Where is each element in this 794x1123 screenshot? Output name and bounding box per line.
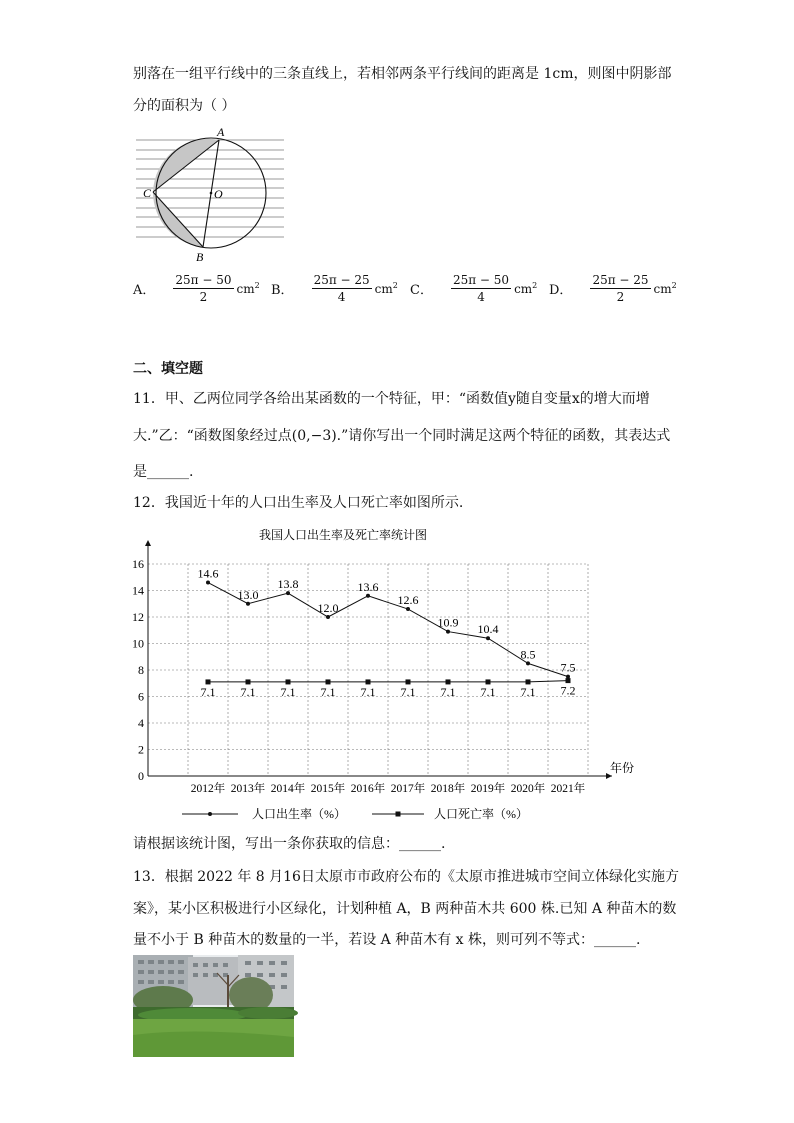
legend-birth-marker [208, 812, 212, 816]
death-rate-point [366, 679, 371, 684]
option-c-unit: $cm^2$ [514, 281, 538, 296]
option-d-fraction [590, 272, 650, 305]
option-a-unit: $cm^2$ [236, 281, 260, 296]
option-b-unit: $cm^2$ [374, 281, 398, 296]
legend-death-marker [396, 812, 401, 817]
option-b-numerator: 25π − 25 [313, 273, 370, 287]
y-tick-label: 2 [138, 742, 144, 757]
y-tick-label: 8 [138, 663, 144, 677]
death-rate-data-label: 7.1 [440, 684, 456, 699]
death-rate-point [486, 679, 491, 684]
birth-rate-point [246, 602, 250, 606]
q12-after-text: 请根据该统计图，写出一条你获取的信息：______. [133, 836, 446, 852]
x-tick-label: 2020年 [510, 783, 546, 795]
q11-text-line1: 11．甲、乙两位同学各给出某函数的一个特征，甲：“函数值y随自变量x的增大而增 [133, 391, 650, 407]
center-dot [210, 192, 213, 195]
q13-text-line3: 量不小于 B 种苗木的数量的一半，若设 A 种苗木有 x 株，则可列不等式：______. [133, 932, 641, 948]
death-rate-data-label: 7.1 [240, 684, 256, 699]
x-tick-label: 2021年 [550, 783, 586, 795]
q13-text-line2: 案》，某小区积极进行小区绿化，计划种植 A，B 两种苗木共 600 株.已知 A 种苗木的数 [133, 901, 677, 917]
death-rate-data-label: 7.2 [560, 683, 576, 698]
option-d-denominator: 2 [616, 290, 625, 304]
death-rate-data-label: 7.1 [520, 684, 536, 699]
option-a-fraction [173, 272, 233, 305]
birth-rate-point [446, 630, 450, 634]
circle-parallel-lines-figure [128, 124, 292, 266]
birth-rate-point [566, 675, 570, 679]
death-rate-data-label: 7.1 [400, 684, 416, 699]
birth-rate-data-label: 12.0 [317, 601, 339, 615]
y-tick-label: 14 [132, 583, 144, 598]
x-tick-label: 2019年 [470, 783, 506, 795]
chart-title: 我国人口出生率及死亡率统计图 [258, 528, 428, 542]
population-rate-line-chart [120, 520, 635, 830]
death-rate-data-label: 7.1 [480, 684, 496, 699]
death-rate-data-label: 7.1 [200, 684, 216, 699]
x-tick-label: 2015年 [310, 783, 346, 795]
y-tick-label: 6 [138, 689, 144, 704]
option-c-denominator: 4 [477, 290, 485, 304]
birth-rate-data-label: 13.0 [237, 587, 259, 602]
q12-text-line1: 12．我国近十年的人口出生率及人口死亡率如图所示. [133, 495, 464, 511]
legend-birth-label: 人口出生率（%） [252, 807, 346, 821]
q13-text-line1: 13．根据 2022 年 8 月16日太原市市政府公布的《太原市推进城市空间立体绿化实施方 [133, 869, 679, 885]
q11-text-line3: 是______. [133, 464, 194, 480]
q10-text-line2: 分的面积为（ ） [133, 98, 236, 114]
birth-rate-data-label: 13.6 [357, 579, 379, 594]
y-tick-label: 16 [132, 557, 144, 571]
birth-rate-data-label: 14.6 [197, 566, 219, 581]
birth-rate-data-label: 10.9 [437, 615, 459, 630]
death-rate-data-label: 7.1 [320, 684, 336, 699]
death-rate-point [326, 679, 331, 684]
x-tick-label: 2014年 [270, 783, 306, 795]
birth-rate-point [326, 615, 330, 619]
death-rate-point [526, 679, 531, 684]
birth-rate-point [366, 594, 370, 598]
label-b: B [196, 250, 204, 264]
y-tick-label: 4 [138, 716, 144, 730]
birth-rate-point [486, 636, 490, 640]
x-tick-label: 2017年 [390, 783, 426, 795]
q11-text-line2: 大.”乙：“函数图象经过点(0,−3).”请你写出一个同时满足这两个特征的函数，其表达式 [133, 428, 671, 444]
death-rate-point [246, 679, 251, 684]
y-axis-arrow [145, 540, 151, 546]
death-rate-data-label: 7.1 [280, 684, 296, 699]
y-tick-label: 10 [132, 636, 144, 651]
option-b[interactable] [271, 272, 398, 305]
x-tick-label: 2013年 [230, 783, 266, 795]
birth-rate-point [526, 661, 530, 665]
birth-rate-data-label: 10.4 [477, 622, 499, 637]
option-b-fraction [312, 272, 372, 305]
birth-rate-point [286, 591, 290, 595]
option-b-denominator: 4 [337, 290, 346, 304]
label-a: A [217, 125, 225, 139]
option-b-letter: B． [271, 283, 294, 298]
label-o: O [214, 187, 223, 201]
birth-rate-point [406, 607, 410, 611]
option-c-letter: C． [410, 283, 433, 298]
death-rate-point [406, 679, 411, 684]
x-tick-label: 2012年 [190, 783, 226, 795]
option-a-numerator: 25π − 50 [175, 273, 232, 287]
death-rate-data-label: 7.1 [360, 684, 376, 699]
death-rate-point [446, 679, 451, 684]
residential-greening-photo [133, 955, 294, 1057]
q10-text-line1: 别落在一组平行线中的三条直线上，若相邻两条平行线间的距离是 1cm，则图中阴影部 [133, 66, 672, 82]
death-rate-point [206, 679, 211, 684]
birth-rate-data-label: 8.5 [520, 647, 536, 662]
label-c: C [143, 186, 152, 200]
birth-rate-data-label: 13.8 [277, 577, 299, 592]
option-d-unit: $cm^2$ [653, 281, 677, 296]
option-c[interactable] [410, 272, 537, 305]
y-tick-label: 12 [132, 610, 144, 624]
birth-rate-data-label: 7.5 [560, 660, 576, 675]
birth-rate-point [206, 581, 210, 585]
death-rate-point [566, 678, 571, 683]
y-tick-label: 0 [138, 769, 144, 783]
option-a[interactable] [133, 272, 260, 305]
option-d-letter: D． [549, 283, 573, 298]
option-a-letter: A． [133, 283, 156, 298]
option-d-numerator: 25π − 25 [592, 273, 649, 287]
x-tick-label: 2016年 [350, 783, 386, 795]
birth-rate-data-label: 12.6 [397, 593, 419, 608]
option-c-fraction [451, 272, 511, 305]
option-c-numerator: 25π − 50 [452, 273, 510, 287]
section-title: 二、填空题 [133, 361, 203, 377]
x-axis-label: 年份 [610, 761, 635, 775]
option-d[interactable] [549, 272, 677, 305]
death-rate-point [286, 679, 291, 684]
x-tick-label: 2018年 [430, 783, 466, 795]
legend-death-label: 人口死亡率（%） [434, 807, 528, 821]
option-a-denominator: 2 [199, 290, 208, 304]
